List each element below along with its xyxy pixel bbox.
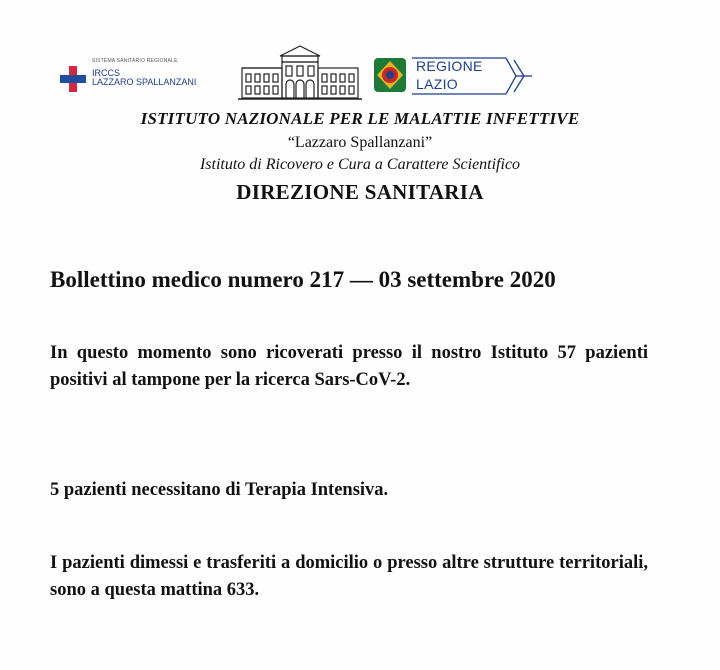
irccs-logo-line1: IRCCS bbox=[92, 68, 121, 78]
irccs-spallanzani-logo bbox=[60, 58, 230, 94]
department-heading: DIREZIONE SANITARIA bbox=[236, 180, 484, 204]
bulletin-paragraph-hospitalized: In questo momento sono ricoverati presso il nostro Istituto 57 pazienti positivi al tampone per la ricerca Sars-CoV-2. bbox=[50, 343, 648, 390]
cross-icon bbox=[60, 66, 86, 92]
regional-emblem-icon bbox=[372, 56, 408, 94]
lazio-logo-line1: REGIONE bbox=[416, 58, 483, 74]
irccs-logo-small-text: SISTEMA SANITARIO REGIONALE bbox=[92, 58, 178, 64]
regione-lazio-logo bbox=[372, 54, 532, 98]
institute-type: Istituto di Ricovero e Cura a Carattere Scientifico bbox=[199, 156, 521, 173]
institute-building-icon bbox=[236, 42, 364, 102]
irccs-logo-line2: LAZZARO SPALLANZANI bbox=[92, 77, 197, 87]
institute-subname: “Lazzaro Spallanzani” bbox=[287, 134, 433, 151]
institute-name: ISTITUTO NAZIONALE PER LE MALATTIE INFETTIVE bbox=[140, 109, 580, 128]
lazio-logo-line2: LAZIO bbox=[416, 76, 458, 92]
bulletin-paragraph-discharged: I pazienti dimessi e trasferiti a domicilio o presso altre strutture territoriali, sono a questa mattina 633. bbox=[50, 553, 648, 600]
bulletin-title: Bollettino medico numero 217 — 03 settembre 2020 bbox=[50, 267, 556, 292]
bulletin-paragraph-intensive-care: 5 pazienti necessitano di Terapia Intensiva. bbox=[50, 480, 389, 500]
